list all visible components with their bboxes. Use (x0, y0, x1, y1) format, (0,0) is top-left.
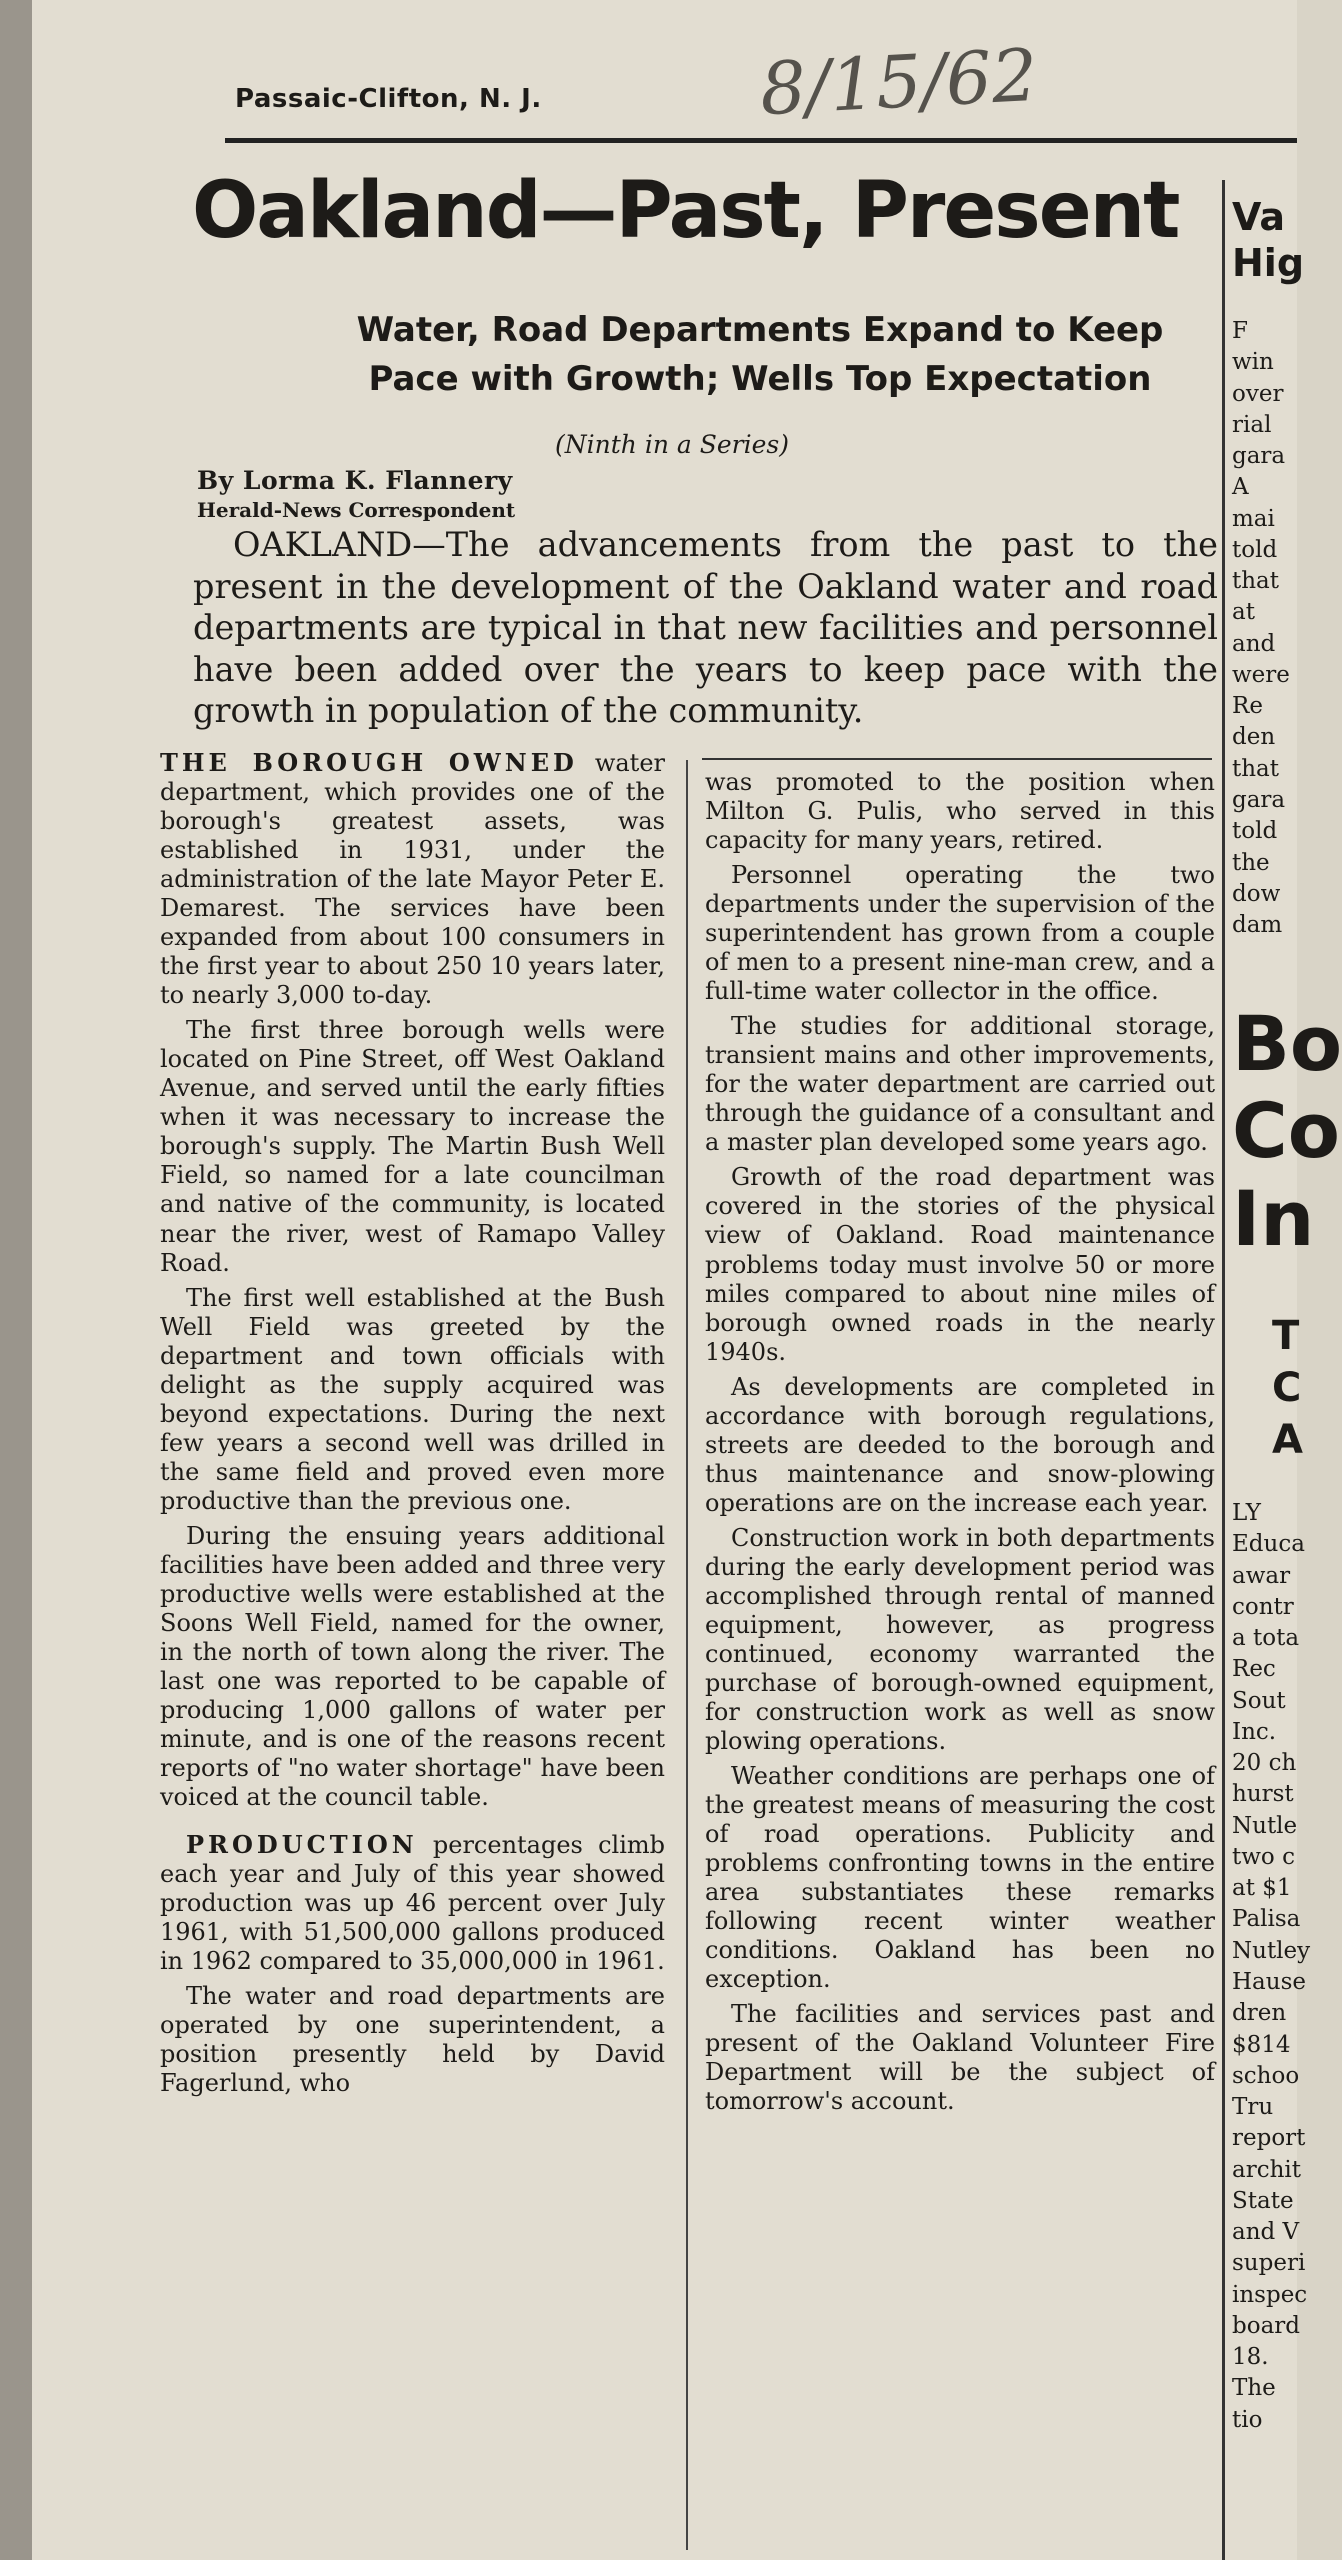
neighbor-text-line: rial (1232, 411, 1272, 438)
neighbor-text-line: dow (1232, 880, 1281, 907)
paragraph: During the ensuing years additional facilities have been added and three very productive wells were established at the Soons Well Field, named for the owner, in the north of town along the river. The last one was reported to be capable of producing 1,000 gallons of water per minute, and is one of the reasons recent reports of "no water shortage" have been voiced at the council table. (160, 1521, 665, 1812)
top-rule (225, 138, 1297, 143)
neighbor-text-line: 18. (1232, 2344, 1269, 2371)
neighbor-text-line: and V (1232, 2219, 1300, 2246)
neighbor-text-line: Hause (1232, 1968, 1306, 1995)
neighbor-headline-b-line: In (1232, 1173, 1315, 1263)
neighbor-text-line: at (1232, 599, 1255, 626)
neighbor-text-line: Tru (1232, 2094, 1274, 2121)
neighbor-text-line: two c (1232, 1843, 1295, 1870)
column-1 (160, 748, 665, 2104)
neighbor-text-line: told (1232, 536, 1278, 563)
paragraph: The facilities and services past and present of the Oakland Volunteer Fire Department will be the subject of tomorrow's account. (705, 2000, 1215, 2116)
neighbor-text-b (1232, 1498, 1311, 2436)
neighbor-text-line: awar (1232, 1562, 1291, 1589)
paragraph (160, 748, 665, 1010)
neighbor-subhead-b-line: A (1272, 1417, 1303, 1463)
article-deck (280, 306, 1240, 405)
neighbor-text-line: hurst (1232, 1781, 1294, 1808)
neighbor-text-line: mai (1232, 505, 1275, 532)
neighbor-text-line: State (1232, 2187, 1294, 2214)
neighbor-text-line: den (1232, 724, 1276, 751)
neighbor-text-line: dren (1232, 2000, 1287, 2027)
neighbor-text-line: archit (1232, 2156, 1301, 2183)
neighbor-column-rule (1222, 180, 1225, 2560)
neighbor-text-line: told (1232, 818, 1278, 845)
column-top-rule (702, 758, 1212, 760)
paragraph-text: water department, which provides one of the borough's greatest assets, was established in 1931, under the administration of the late Mayor Peter E. Demarest. The services have been expanded from about 100 consumers in the first year to about 250 10 years later, to nearly 3,000 to-day. (160, 749, 665, 1010)
neighbor-headline-a-line: Hig (1232, 240, 1305, 285)
neighbor-text-line: over (1232, 380, 1284, 407)
neighbor-text-line: F (1232, 318, 1248, 344)
neighbor-text-line: Nutley (1232, 1937, 1311, 1964)
source-dateline: Passaic-Clifton, N. J. (235, 84, 542, 114)
neighbor-text-line: report (1232, 2125, 1306, 2152)
column-2 (705, 768, 1215, 2122)
neighbor-text-line: board (1232, 2312, 1301, 2339)
paragraph: The studies for additional storage, transient mains and other improvements, for the water department are carried out through the guidance of a consultant and a master plan developed some years ago. (705, 1012, 1215, 1157)
neighbor-headline-b-line: Bo (1232, 999, 1342, 1088)
neighbor-text-line: Rec (1232, 1656, 1276, 1683)
article-headline: Oakland—Past, Present (192, 166, 1179, 256)
neighbor-text-line: inspec (1232, 2281, 1308, 2308)
neighbor-text-line: the (1232, 849, 1270, 876)
paragraph: Weather conditions are perhaps one of the greatest means of measuring the cost of road operations. Publicity and problems confronting towns in the entire area substantiates these remarks following recent winter weather conditions. Oakland has been no exception. (705, 1762, 1215, 1994)
neighbor-text-line: Re (1232, 693, 1263, 720)
paragraph-text: percentages climb each year and July of this year showed production was up 46 percent over July 1961, with 51,500,000 gallons produced in 1962 compared to 35,000,000 in 1961. (160, 1831, 665, 1976)
neighbor-text-line: A (1232, 474, 1249, 501)
neighbor-headline-a-line: Va (1232, 195, 1285, 239)
deck-line-2: Pace with Growth; Wells Top Expectation (368, 359, 1152, 400)
byline: By Lorma K. Flannery (197, 466, 513, 495)
neighbor-text-line: at $1 (1232, 1875, 1292, 1902)
neighbor-text-line: a tota (1232, 1625, 1300, 1652)
paragraph (160, 1830, 665, 1976)
neighbor-text-line: contr (1232, 1593, 1294, 1620)
neighbor-text-line: Inc. (1232, 1718, 1277, 1745)
neighbor-headline-a (1232, 195, 1305, 286)
byline-credit: Herald-News Correspondent (197, 498, 516, 522)
neighbor-text-line: Palisa (1232, 1906, 1301, 1933)
neighbor-subhead-b-line: C (1272, 1365, 1302, 1411)
paragraph: Construction work in both departments during the early development period was accomplished through rental of manned equipment, however, as progress continued, economy warranted the purchase of borough-owned equipment, for construction work as well as snow plowing operations. (705, 1523, 1215, 1755)
paragraph-kicker: PRODUCTION (186, 1830, 418, 1860)
column-divider (686, 760, 688, 2550)
neighbor-text-line: $814 (1232, 2031, 1291, 2058)
neighbor-text-line: Nutle (1232, 1812, 1298, 1839)
neighbor-text-line: that (1232, 755, 1280, 782)
neighbor-text-line: win (1232, 349, 1274, 376)
paragraph: As developments are completed in accordance with borough regulations, streets are deeded to the borough and thus maintenance and snow-plowing operations are on the increase each year. (705, 1372, 1215, 1517)
neighbor-text-line: dam (1232, 912, 1283, 939)
paragraph: The water and road departments are operated by one superintendent, a position presently held by David Fagerlund, who (160, 1982, 665, 2098)
neighbor-text-line: schoo (1232, 2062, 1300, 2089)
paragraph: The first well established at the Bush Well Field was greeted by the department and town officials with delight as the supply acquired was beyond expectations. During the next few years a second well was drilled in the same field and proved even more productive than the previous one. (160, 1283, 665, 1515)
scan-edge (0, 0, 32, 2560)
paragraph-kicker: THE BOROUGH OWNED (160, 748, 578, 777)
neighbor-text-line: LY (1232, 1500, 1261, 1526)
paragraph: Growth of the road department was covered in the stories of the physical view of Oakland. Road maintenance problems today must involve 50 or more miles compared to about nine miles of borough owned roads in the nearly 1940s. (705, 1163, 1215, 1366)
neighbor-text-line: Educa (1232, 1531, 1305, 1558)
series-note: (Ninth in a Series) (555, 430, 789, 459)
paragraph: Personnel operating the two departments under the supervision of the superintendent has grown from a couple of men to a present nine-man crew, and a full-time water collector in the office. (705, 861, 1215, 1006)
neighbor-headline-b (1232, 999, 1342, 1263)
neighbor-text-line: 20 ch (1232, 1750, 1297, 1777)
neighbor-text-line: tio (1232, 2406, 1263, 2433)
neighbor-subhead-b (1272, 1310, 1337, 1466)
neighbor-subhead-b-line: T (1272, 1313, 1300, 1359)
neighbor-text-line: were (1232, 661, 1290, 688)
handwritten-date: 8/15/62 (757, 32, 1040, 132)
paragraph: The first three borough wells were located on Pine Street, off West Oakland Avenue, and served until the early fifties when it was necessary to increase the borough's supply. The Martin Bush Well Field, so named for a late councilman and native of the community, is located near the river, west of Ramapo Valley Road. (160, 1016, 665, 1277)
neighbor-text-a (1232, 316, 1297, 941)
paragraph: was promoted to the position when Milton G. Pulis, who served in this capacity for many years, retired. (705, 768, 1215, 855)
neighbor-text-line: gara (1232, 443, 1286, 470)
neighbor-text-line: gara (1232, 786, 1286, 813)
neighbor-text-line: Sout (1232, 1687, 1286, 1714)
lead-paragraph: OAKLAND—The advancements from the past to the present in the development of the Oakland water and road departments are typical in that new facilities and personnel have been added over the years to keep pace with the growth in population of the community. (193, 525, 1218, 731)
neighbor-text-line: The (1232, 2375, 1276, 2402)
neighbor-text-line: and (1232, 630, 1276, 657)
deck-line-1: Water, Road Departments Expand to Keep (356, 310, 1164, 350)
neighbor-text-line: that (1232, 568, 1280, 595)
neighbor-text-line: superi (1232, 2250, 1306, 2277)
neighbor-headline-b-line: Co (1232, 1086, 1340, 1176)
